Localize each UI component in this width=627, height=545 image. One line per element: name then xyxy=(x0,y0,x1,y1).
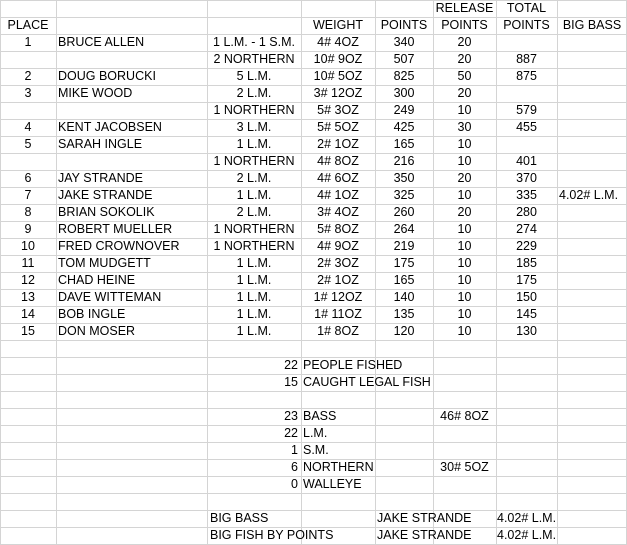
row-release-points[interactable]: 50 xyxy=(457,69,472,83)
row-total-points[interactable]: 274 xyxy=(516,222,537,236)
people-fished-count[interactable]: 22 xyxy=(284,358,298,372)
lm-label[interactable]: L.M. xyxy=(303,426,328,440)
row-points[interactable]: 219 xyxy=(393,239,415,253)
row-weight[interactable]: 4# 6OZ xyxy=(317,171,359,185)
row-place[interactable]: 2 xyxy=(24,69,32,83)
row-release-points[interactable]: 10 xyxy=(457,154,472,168)
row-release-points[interactable]: 10 xyxy=(457,222,472,236)
row-big-bass[interactable] xyxy=(559,136,626,153)
header-points[interactable]: POINTS xyxy=(380,18,428,32)
row-weight[interactable]: 1# 12OZ xyxy=(313,290,363,304)
row-release-points[interactable]: 10 xyxy=(457,239,472,253)
row-place[interactable] xyxy=(0,102,56,119)
row-big-bass[interactable] xyxy=(559,204,626,221)
row-release-points[interactable]: 10 xyxy=(457,188,472,202)
walleye-count[interactable]: 0 xyxy=(291,477,298,491)
row-fish[interactable]: 1 L.M. xyxy=(236,137,272,151)
row-release-points[interactable]: 20 xyxy=(457,86,472,100)
row-points[interactable]: 340 xyxy=(393,35,415,49)
row-big-bass[interactable] xyxy=(559,102,626,119)
row-points[interactable]: 425 xyxy=(393,120,415,134)
row-place[interactable]: 3 xyxy=(24,86,32,100)
grid-row-line xyxy=(0,340,627,341)
row-place[interactable]: 4 xyxy=(24,120,32,134)
row-total-points[interactable] xyxy=(496,136,557,153)
bass-count[interactable]: 23 xyxy=(284,409,298,423)
grid-row-line xyxy=(0,493,627,494)
row-fish[interactable]: 1 L.M. xyxy=(236,290,272,304)
row-fish[interactable]: 5 L.M. xyxy=(236,69,272,83)
row-total-points[interactable]: 280 xyxy=(516,205,537,219)
row-total-points[interactable]: 145 xyxy=(516,307,537,321)
sm-label[interactable]: S.M. xyxy=(303,443,329,457)
row-place[interactable] xyxy=(0,153,56,170)
row-weight[interactable]: 2# 3OZ xyxy=(317,256,359,270)
row-place[interactable] xyxy=(0,51,56,68)
row-big-bass[interactable] xyxy=(559,51,626,68)
row-release-points[interactable]: 20 xyxy=(457,171,472,185)
header-release-line1[interactable]: RELEASE xyxy=(435,1,494,15)
row-weight[interactable]: 1# 8OZ xyxy=(317,324,359,338)
row-release-points[interactable]: 10 xyxy=(457,273,472,287)
row-place[interactable]: 13 xyxy=(21,290,35,304)
row-big-bass[interactable] xyxy=(559,153,626,170)
row-points[interactable]: 120 xyxy=(393,324,415,338)
row-fish[interactable]: 1 L.M. xyxy=(236,273,272,287)
row-name[interactable]: FRED CROWNOVER xyxy=(58,239,180,253)
row-points[interactable]: 325 xyxy=(393,188,415,202)
row-release-points[interactable]: 30 xyxy=(457,120,472,134)
walleye-label[interactable]: WALLEYE xyxy=(303,477,362,491)
row-total-points[interactable] xyxy=(496,85,557,102)
row-points[interactable]: 264 xyxy=(393,222,415,236)
header-total-line2[interactable]: POINTS xyxy=(503,18,550,32)
big-fish-points-value[interactable]: 4.02# L.M. xyxy=(497,528,557,542)
row-place[interactable]: 8 xyxy=(24,205,32,219)
header-weight[interactable]: WEIGHT xyxy=(313,18,363,32)
row-release-points[interactable]: 20 xyxy=(457,205,472,219)
row-name[interactable]: BRIAN SOKOLIK xyxy=(58,205,155,219)
row-weight[interactable]: 4# 9OZ xyxy=(317,239,359,253)
row-weight[interactable]: 10# 5OZ xyxy=(313,69,363,83)
lm-count[interactable]: 22 xyxy=(284,426,298,440)
row-points[interactable]: 300 xyxy=(393,86,415,100)
row-weight[interactable]: 4# 4OZ xyxy=(317,35,359,49)
northern-label[interactable]: NORTHERN xyxy=(303,460,374,474)
row-fish[interactable]: 1 NORTHERN xyxy=(213,154,295,168)
big-fish-points-name[interactable]: JAKE STRANDE xyxy=(377,528,472,542)
row-big-bass[interactable] xyxy=(559,255,626,272)
row-place[interactable]: 1 xyxy=(24,35,32,49)
row-fish[interactable]: 1 L.M. - 1 S.M. xyxy=(213,35,295,49)
row-total-points[interactable]: 579 xyxy=(516,103,537,117)
row-release-points[interactable]: 10 xyxy=(457,307,472,321)
row-fish[interactable]: 1 L.M. xyxy=(236,188,272,202)
row-fish[interactable]: 2 L.M. xyxy=(236,86,272,100)
row-big-bass[interactable] xyxy=(559,34,626,51)
row-place[interactable]: 6 xyxy=(24,171,32,185)
row-total-points[interactable]: 455 xyxy=(516,120,537,134)
row-weight[interactable]: 10# 9OZ xyxy=(313,52,363,66)
bass-weight[interactable]: 46# 8OZ xyxy=(440,409,489,423)
row-name[interactable]: BRUCE ALLEN xyxy=(58,35,145,49)
row-total-points[interactable]: 229 xyxy=(516,239,537,253)
row-name[interactable] xyxy=(58,153,206,170)
row-total-points[interactable] xyxy=(496,34,557,51)
row-weight[interactable]: 5# 3OZ xyxy=(317,103,359,117)
row-name[interactable]: SARAH INGLE xyxy=(58,137,143,151)
big-fish-points-label[interactable]: BIG FISH BY POINTS xyxy=(210,528,334,542)
row-total-points[interactable]: 401 xyxy=(516,154,537,168)
row-points[interactable]: 350 xyxy=(393,171,415,185)
row-big-bass[interactable] xyxy=(559,68,626,85)
row-fish[interactable]: 2 NORTHERN xyxy=(213,52,295,66)
row-big-bass[interactable] xyxy=(559,85,626,102)
row-big-bass[interactable] xyxy=(559,119,626,136)
row-place[interactable]: 9 xyxy=(24,222,32,236)
row-fish[interactable]: 1 NORTHERN xyxy=(213,222,295,236)
bass-label[interactable]: BASS xyxy=(303,409,337,423)
row-release-points[interactable]: 20 xyxy=(457,52,472,66)
row-big-bass[interactable]: 4.02# L.M. xyxy=(559,188,619,202)
row-total-points[interactable]: 335 xyxy=(516,188,537,202)
row-name[interactable]: DON MOSER xyxy=(58,324,136,338)
row-fish[interactable]: 1 L.M. xyxy=(236,324,272,338)
row-release-points[interactable]: 10 xyxy=(457,324,472,338)
northern-weight[interactable]: 30# 5OZ xyxy=(440,460,489,474)
row-fish[interactable]: 1 L.M. xyxy=(236,256,272,270)
row-big-bass[interactable] xyxy=(559,272,626,289)
row-big-bass[interactable] xyxy=(559,323,626,340)
row-name[interactable]: BOB INGLE xyxy=(58,307,126,321)
caught-legal-count[interactable]: 15 xyxy=(284,375,298,389)
row-total-points[interactable]: 370 xyxy=(516,171,537,185)
big-bass-label[interactable]: BIG BASS xyxy=(210,511,269,525)
row-place[interactable]: 12 xyxy=(21,273,35,287)
caught-legal-label[interactable]: CAUGHT LEGAL FISH xyxy=(303,375,431,389)
row-fish[interactable]: 2 L.M. xyxy=(236,205,272,219)
header-big-bass[interactable]: BIG BASS xyxy=(562,18,622,32)
row-name[interactable] xyxy=(58,51,206,68)
row-weight[interactable]: 2# 1OZ xyxy=(317,273,359,287)
row-points[interactable]: 249 xyxy=(393,103,415,117)
row-points[interactable]: 175 xyxy=(393,256,415,270)
row-big-bass[interactable] xyxy=(559,238,626,255)
row-name[interactable]: JAKE STRANDE xyxy=(58,188,153,202)
sm-count[interactable]: 1 xyxy=(291,443,298,457)
row-points[interactable]: 140 xyxy=(393,290,415,304)
row-fish[interactable]: 2 L.M. xyxy=(236,171,272,185)
row-fish[interactable]: 1 NORTHERN xyxy=(213,103,295,117)
row-big-bass[interactable] xyxy=(559,221,626,238)
row-weight[interactable]: 4# 8OZ xyxy=(317,154,359,168)
row-big-bass[interactable] xyxy=(559,170,626,187)
row-place[interactable]: 7 xyxy=(24,188,32,202)
row-fish[interactable]: 3 L.M. xyxy=(236,120,272,134)
row-weight[interactable]: 3# 12OZ xyxy=(313,86,363,100)
row-release-points[interactable]: 10 xyxy=(457,256,472,270)
header-total-line1[interactable]: TOTAL xyxy=(506,1,547,15)
row-name[interactable]: JAY STRANDE xyxy=(58,171,143,185)
people-fished-label[interactable]: PEOPLE FISHED xyxy=(303,358,403,372)
row-points[interactable]: 825 xyxy=(393,69,415,83)
row-weight[interactable]: 5# 8OZ xyxy=(317,222,359,236)
row-points[interactable]: 260 xyxy=(393,205,415,219)
row-points[interactable]: 507 xyxy=(393,52,415,66)
header-release-line2[interactable]: POINTS xyxy=(441,18,488,32)
row-total-points[interactable]: 887 xyxy=(516,52,537,66)
big-bass-value[interactable]: 4.02# L.M. xyxy=(497,511,557,525)
row-big-bass[interactable] xyxy=(559,306,626,323)
row-weight[interactable]: 3# 4OZ xyxy=(317,205,359,219)
row-name[interactable]: ROBERT MUELLER xyxy=(58,222,173,236)
row-big-bass[interactable] xyxy=(559,289,626,306)
big-bass-name[interactable]: JAKE STRANDE xyxy=(377,511,472,525)
row-fish[interactable]: 1 L.M. xyxy=(236,307,272,321)
row-points[interactable]: 135 xyxy=(393,307,415,321)
row-name[interactable]: MIKE WOOD xyxy=(58,86,133,100)
row-total-points[interactable]: 175 xyxy=(516,273,537,287)
row-weight[interactable]: 4# 1OZ xyxy=(317,188,359,202)
row-name[interactable]: CHAD HEINE xyxy=(58,273,136,287)
row-total-points[interactable]: 130 xyxy=(516,324,537,338)
row-release-points[interactable]: 10 xyxy=(457,103,472,117)
northern-count[interactable]: 6 xyxy=(291,460,298,474)
grid-row-line xyxy=(0,391,627,392)
row-points[interactable]: 165 xyxy=(393,273,415,287)
row-points[interactable]: 216 xyxy=(393,154,415,168)
row-total-points[interactable]: 185 xyxy=(516,256,537,270)
row-total-points[interactable]: 875 xyxy=(516,69,537,83)
row-place[interactable]: 10 xyxy=(21,239,35,253)
row-release-points[interactable]: 20 xyxy=(457,35,472,49)
row-weight[interactable]: 1# 11OZ xyxy=(314,307,362,321)
row-name[interactable]: DAVE WITTEMAN xyxy=(58,290,162,304)
row-weight[interactable]: 5# 5OZ xyxy=(317,120,359,134)
row-place[interactable]: 11 xyxy=(21,256,35,270)
row-release-points[interactable]: 10 xyxy=(457,137,472,151)
row-place[interactable]: 5 xyxy=(24,137,32,151)
row-total-points[interactable]: 150 xyxy=(516,290,537,304)
row-place[interactable]: 14 xyxy=(21,307,35,321)
row-fish[interactable]: 1 NORTHERN xyxy=(213,239,295,253)
row-name[interactable]: DOUG BORUCKI xyxy=(58,69,156,83)
row-release-points[interactable]: 10 xyxy=(457,290,472,304)
header-place[interactable]: PLACE xyxy=(7,18,49,32)
row-name[interactable]: KENT JACOBSEN xyxy=(58,120,162,134)
row-name[interactable]: TOM MUDGETT xyxy=(58,256,151,270)
row-points[interactable]: 165 xyxy=(393,137,415,151)
row-place[interactable]: 15 xyxy=(21,324,35,338)
row-name[interactable] xyxy=(58,102,206,119)
row-weight[interactable]: 2# 1OZ xyxy=(317,137,359,151)
